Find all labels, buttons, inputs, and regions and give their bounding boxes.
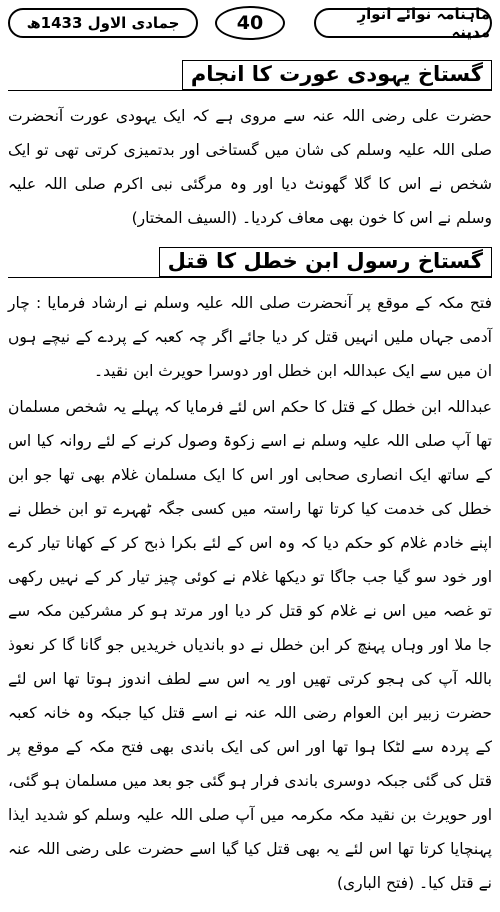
page-header xyxy=(8,6,492,44)
heading-rule xyxy=(8,277,492,278)
section-paragraph: حضرت علی رضی اللہ عنہ سے مروی ہے کہ ایک یہودی عورت آنحضرت صلی اللہ علیہ وسلم کی شان میں گستاخی اور بدتمیزی کرتی تھی تو ایک شخص نے اس کا گلا گھونٹ دیا اور وہ مرگئی نبی اکرم صلی اللہ علیہ وسلم نے اس کا خون بھی معاف کردیا۔ (السیف المختار) xyxy=(8,107,492,227)
issue-date: جمادی الاول 1433ھ xyxy=(8,8,198,38)
magazine-title: ماہنامہ نوائے انوارِ مدینہ xyxy=(314,8,492,38)
section-heading-jewish-woman: گستاخ یہودی عورت کا انجام xyxy=(182,60,492,90)
section-heading-ibn-khatal: گستاخ رسول ابن خطل کا قتل xyxy=(159,247,492,277)
article-body xyxy=(8,60,492,902)
heading-rule xyxy=(8,90,492,91)
page-number: 40 xyxy=(215,6,285,40)
section-paragraph: فتح مکہ کے موقع پر آنحضرت صلی اللہ علیہ وسلم نے ارشاد فرمایا : چار آدمی جہاں ملیں انہیں قتل کر دیا جائے اگر چہ کعبہ کے پردے کے نیچے ہوں ان میں سے ایک عبداللہ ابن خطل اور دوسرا حویرث ابن نقید۔ xyxy=(8,294,492,380)
section-paragraph: عبداللہ ابن خطل کے قتل کا حکم اس لئے فرمایا کہ پہلے یہ شخص مسلمان تھا آپ صلی اللہ علیہ وسلم نے اسے زکوۃ وصول کرنے کے لئے روانہ کیا اس کے ساتھ ایک انصاری صحابی اور اس کا ایک مسلمان غلام بھی تھا جو ابن خطل کی خدمت کیا کرتا تھا راستہ میں کسی جگہ ٹھہرے تو ابن خطل نے اپنے خادم غلام کو حکم دیا کہ وہ اس کے لئے بکرا ذبح کر کے کھانا تیار کرے اور خود سو گیا جب جاگا تو دیکھا غلام نے کوئی چیز تیار کر کے نہیں رکھی تو غصہ میں اس نے غلام کو قتل کر دیا اور مرتد ہو کر مشرکین مکہ سے جا ملا اور وہاں پہنچ کر ابن خطل نے دو باندیاں خریدیں جو گانا گا کر نعوذ باللہ آپ کی ہجو کرتی تھیں اور یہ اس سے لطف اندوز ہوتا تھا اس لئے حضرت زبیر ابن العوام رضی اللہ عنہ نے اسے قتل کیا جبکہ وہ خانہ کعبہ کے پردہ سے لٹکا ہوا تھا اور اس کی ایک باندی بھی فتح مکہ کے موقع پر قتل کی گئی جبکہ دوسری باندی فرار ہو گئی جو بعد میں مسلمان ہو گئی، اور حویرث بن نقید مکہ مکرمہ میں آپ صلی اللہ علیہ وسلم کو شدید ایذا پہنچایا کرتا تھا اس لئے یہ بھی قتل کیا گیا اسے حضرت علی رضی اللہ عنہ نے قتل کیا۔ (فتح الباری) xyxy=(8,398,492,892)
